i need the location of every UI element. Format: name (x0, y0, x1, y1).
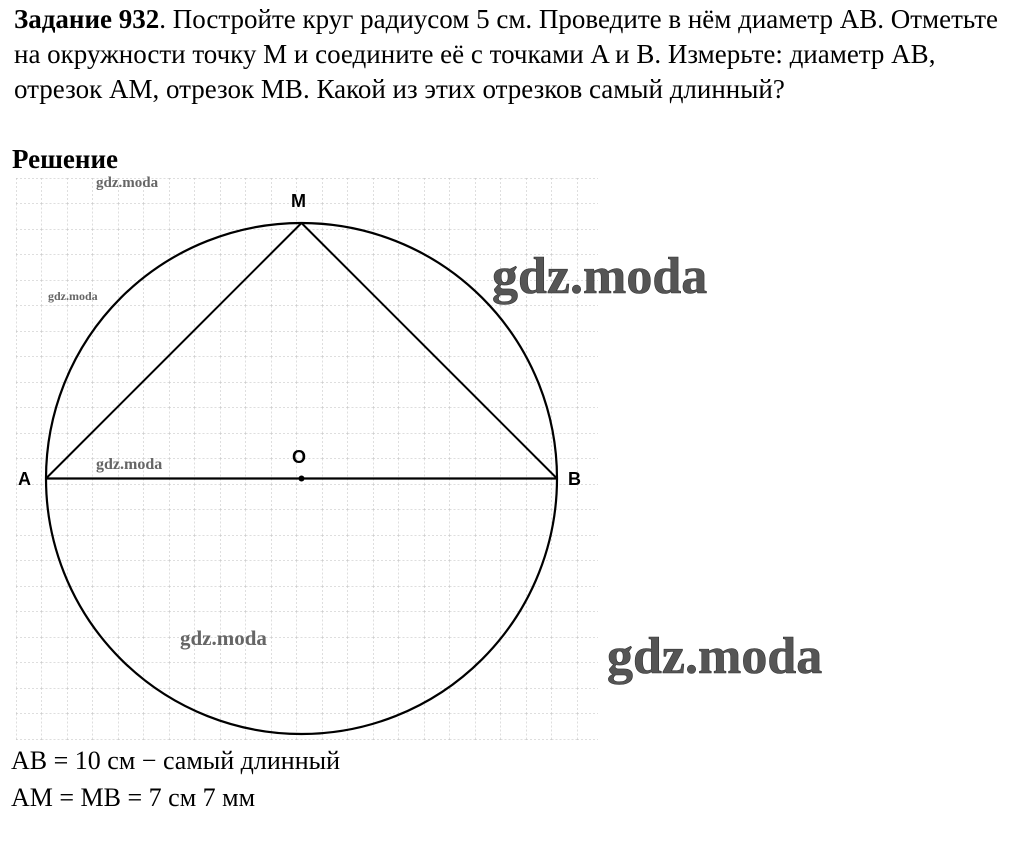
point-label-m: M (291, 191, 306, 211)
center-point-o (299, 476, 305, 482)
watermark-large: gdz.moda (607, 628, 823, 685)
solution-heading: Решение (12, 144, 118, 174)
task-text: . Постройте круг радиусом 5 см. Проведите в нём диаметр AB. Отметьте на окружности точку M и соедините её с точками A и B. Измерьте: диаметр AB, отрезок AM, отрезок MB. Какой из этих отрезков самый длинный? (14, 4, 998, 104)
watermark-small: gdz.moda (96, 456, 163, 473)
watermark-small: gdz.moda (180, 626, 267, 650)
point-label-a: A (18, 469, 31, 489)
watermark-large: gdz.moda (492, 248, 708, 305)
task-number: Задание 932 (14, 4, 160, 34)
answer-line: AB = 10 см − самый длинный (11, 746, 340, 775)
answers-block (11, 742, 340, 816)
point-label-o: O (292, 447, 307, 467)
watermark-small: gdz.moda (96, 175, 159, 191)
point-label-b: B (568, 469, 581, 489)
watermark-small: gdz.moda (48, 289, 98, 303)
answer-line: AM = MB = 7 см 7 мм (11, 783, 256, 812)
